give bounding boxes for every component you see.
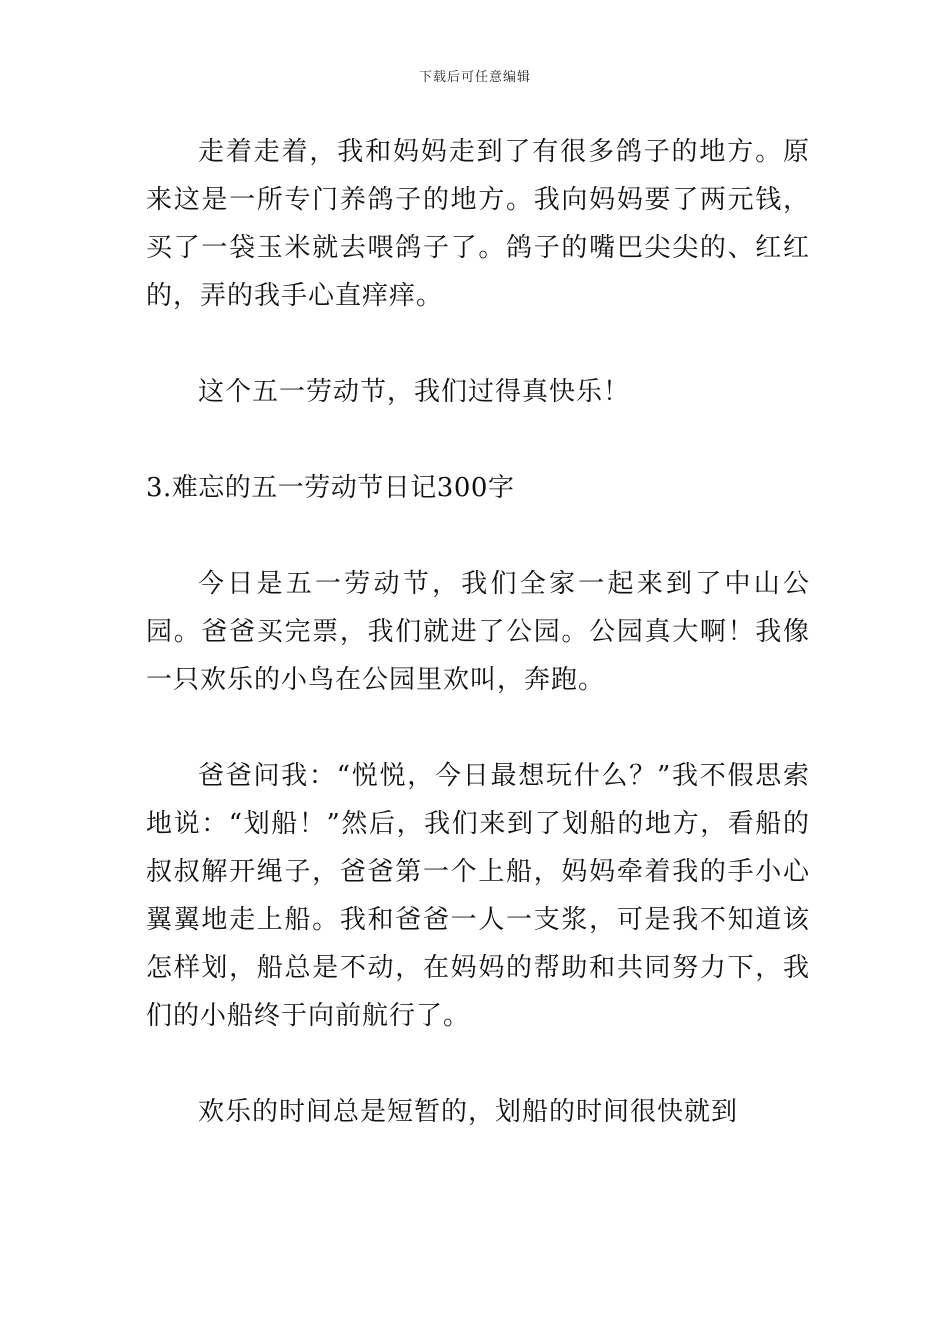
document-body — [146, 128, 810, 1136]
paragraph-park-visit: 今日是五一劳动节，我们全家一起来到了中山公园。爸爸买完票，我们就进了公园。公园真大啊！我像一只欢乐的小鸟在公园里欢叫，奔跑。 — [146, 569, 810, 695]
section-heading: 3.难忘的五一劳动节日记300字 — [146, 473, 515, 503]
paragraph-pigeons: 走着走着，我和妈妈走到了有很多鸽子的地方。原来这是一所专门养鸽子的地方。我向妈妈要了两元钱，买了一袋玉米就去喂鸽子了。鸽子的嘴巴尖尖的、红红的，弄的我手心直痒痒。 — [146, 137, 810, 311]
paragraph-time-up: 欢乐的时间总是短暂的，划船的时间很快就到 — [198, 1097, 739, 1127]
paragraph-gap — [146, 1040, 810, 1088]
paragraph-gap — [146, 416, 810, 464]
paragraph-gap — [146, 320, 810, 368]
header-note: 下载后可任意编辑 — [418, 70, 531, 85]
paragraph-gap — [146, 704, 810, 752]
paragraph-happy-holiday: 这个五一劳动节，我们过得真快乐！ — [198, 377, 631, 407]
paragraph-gap — [146, 512, 810, 560]
paragraph-boating: 爸爸问我：“悦悦，今日最想玩什么？”我不假思索地说：“划船！”然后，我们来到了划船的地方，看船的叔叔解开绳子，爸爸第一个上船，妈妈牵着我的手小心翼翼地走上船。我和爸爸一人一支浆，可是我不知道该怎样划，船总是不动，在妈妈的帮助和共同努力下，我们的小船终于向前航行了。 — [146, 761, 810, 1031]
